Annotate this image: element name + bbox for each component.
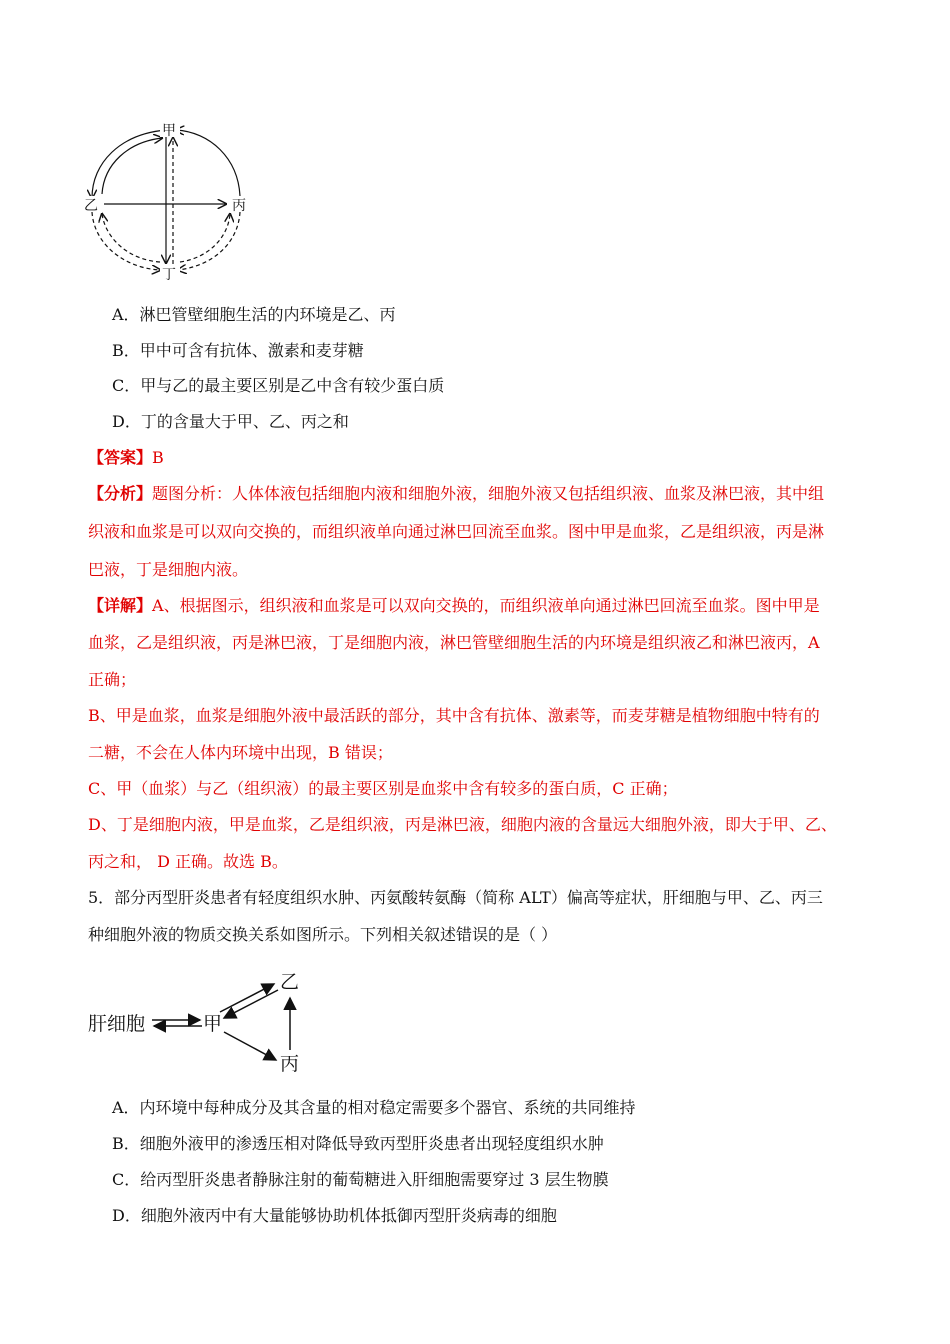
q4-option-b: B．甲中可含有抗体、激素和麦芽糖 [112,341,364,360]
label-bing-2: 丙 [280,1053,300,1075]
answer-value: B [152,448,164,467]
arrow-yi-to-jia [102,138,162,194]
arrow-bing-to-jia [176,130,240,196]
arrow-ding-to-yi [102,214,160,262]
arrow-jia-to-bing-2 [224,1032,276,1060]
arrow-jia-to-yi-2 [220,984,274,1012]
q4-option-c: C．甲与乙的最主要区别是乙中含有较少蛋白质 [112,376,445,395]
label-ding: 丁 [162,267,176,283]
label-bing: 丙 [232,198,246,214]
q4-option-d: D．丁的含量大于甲、乙、丙之和 [112,412,349,431]
body-fluid-cycle-diagram [80,118,270,283]
arrow-ding-to-bing [180,214,230,262]
arrow-yi-to-jia-2 [224,990,278,1018]
q5-option-c: C．给丙型肝炎患者静脉注射的葡萄糖进入肝细胞需要穿过 3 层生物膜 [112,1170,609,1189]
detail-line-2: 血浆，乙是组织液，丙是淋巴液，丁是细胞内液，淋巴管壁细胞生活的内环境是组织液乙和淋巴液丙，A [88,633,820,652]
q5-stem-line-1: 5．部分丙型肝炎患者有轻度组织水肿、丙氨酸转氨酶（简称 ALT）偏高等症状，肝细胞与甲、乙、丙三 [88,888,823,907]
liver-fluid-exchange-diagram [86,968,316,1078]
detail-line-7: D、丁是细胞内液，甲是血浆，乙是组织液，丙是淋巴液，细胞内液的含量远大细胞外液，即大于甲、乙、 [88,815,837,834]
label-yi-2: 乙 [280,971,300,993]
q5-option-b: B．细胞外液甲的渗透压相对降低导致丙型肝炎患者出现轻度组织水肿 [112,1134,604,1153]
analysis-line-3: 巴液，丁是细胞内液。 [88,560,249,579]
label-liver-cell: 肝细胞 [88,1013,146,1035]
label-yi: 乙 [84,198,98,214]
q4-option-a: A．淋巴管壁细胞生活的内环境是乙、丙 [112,305,396,324]
arrow-yi-to-ding [92,212,160,270]
analysis-line-1 [88,484,824,504]
detail-line-8: 丙之和， D 正确。故选 B。 [88,852,288,871]
q5-option-a: A．内环境中每种成分及其含量的相对稳定需要多个器官、系统的共同维持 [112,1098,636,1117]
analysis-line-2: 织液和血浆是可以双向交换的，而组织液单向通过淋巴回流至血浆。图中甲是血浆，乙是组织液，丙是淋 [88,522,825,541]
q5-stem-line-2: 种细胞外液的物质交换关系如图所示。下列相关叙述错误的是（ ） [88,925,558,944]
detail-tag: 【详解】 [88,596,153,615]
analysis-tag: 【分析】 [88,484,153,503]
detail-line-3: 正确； [88,670,137,689]
detail-line-6: C、甲（血浆）与乙（组织液）的最主要区别是血浆中含有较多的蛋白质，C 正确； [88,779,678,798]
detail-line-1 [88,596,820,616]
detail-line-5: 二糖，不会在人体内环境中出现，B 错误； [88,743,393,762]
detail-line-4: B、甲是血浆，血浆是细胞外液中最活跃的部分，其中含有抗体、激素等，而麦芽糖是植物细胞中特有的 [88,706,820,725]
analysis-text-1: 题图分析：人体体液包括细胞内液和细胞外液，细胞外液又包括组织液、血浆及淋巴液，其中组 [152,484,825,503]
answer-tag: 【答案】 [88,448,153,467]
answer-line [88,448,164,468]
arrow-bing-to-ding [178,212,240,270]
label-jia-2: 甲 [203,1013,223,1035]
label-jia: 甲 [162,123,176,139]
q5-option-d: D．细胞外液丙中有大量能够协助机体抵御丙型肝炎病毒的细胞 [112,1206,557,1225]
detail-text-1: A、根据图示，组织液和血浆是可以双向交换的，而组织液单向通过淋巴回流至血浆。图中甲是 [152,596,820,615]
